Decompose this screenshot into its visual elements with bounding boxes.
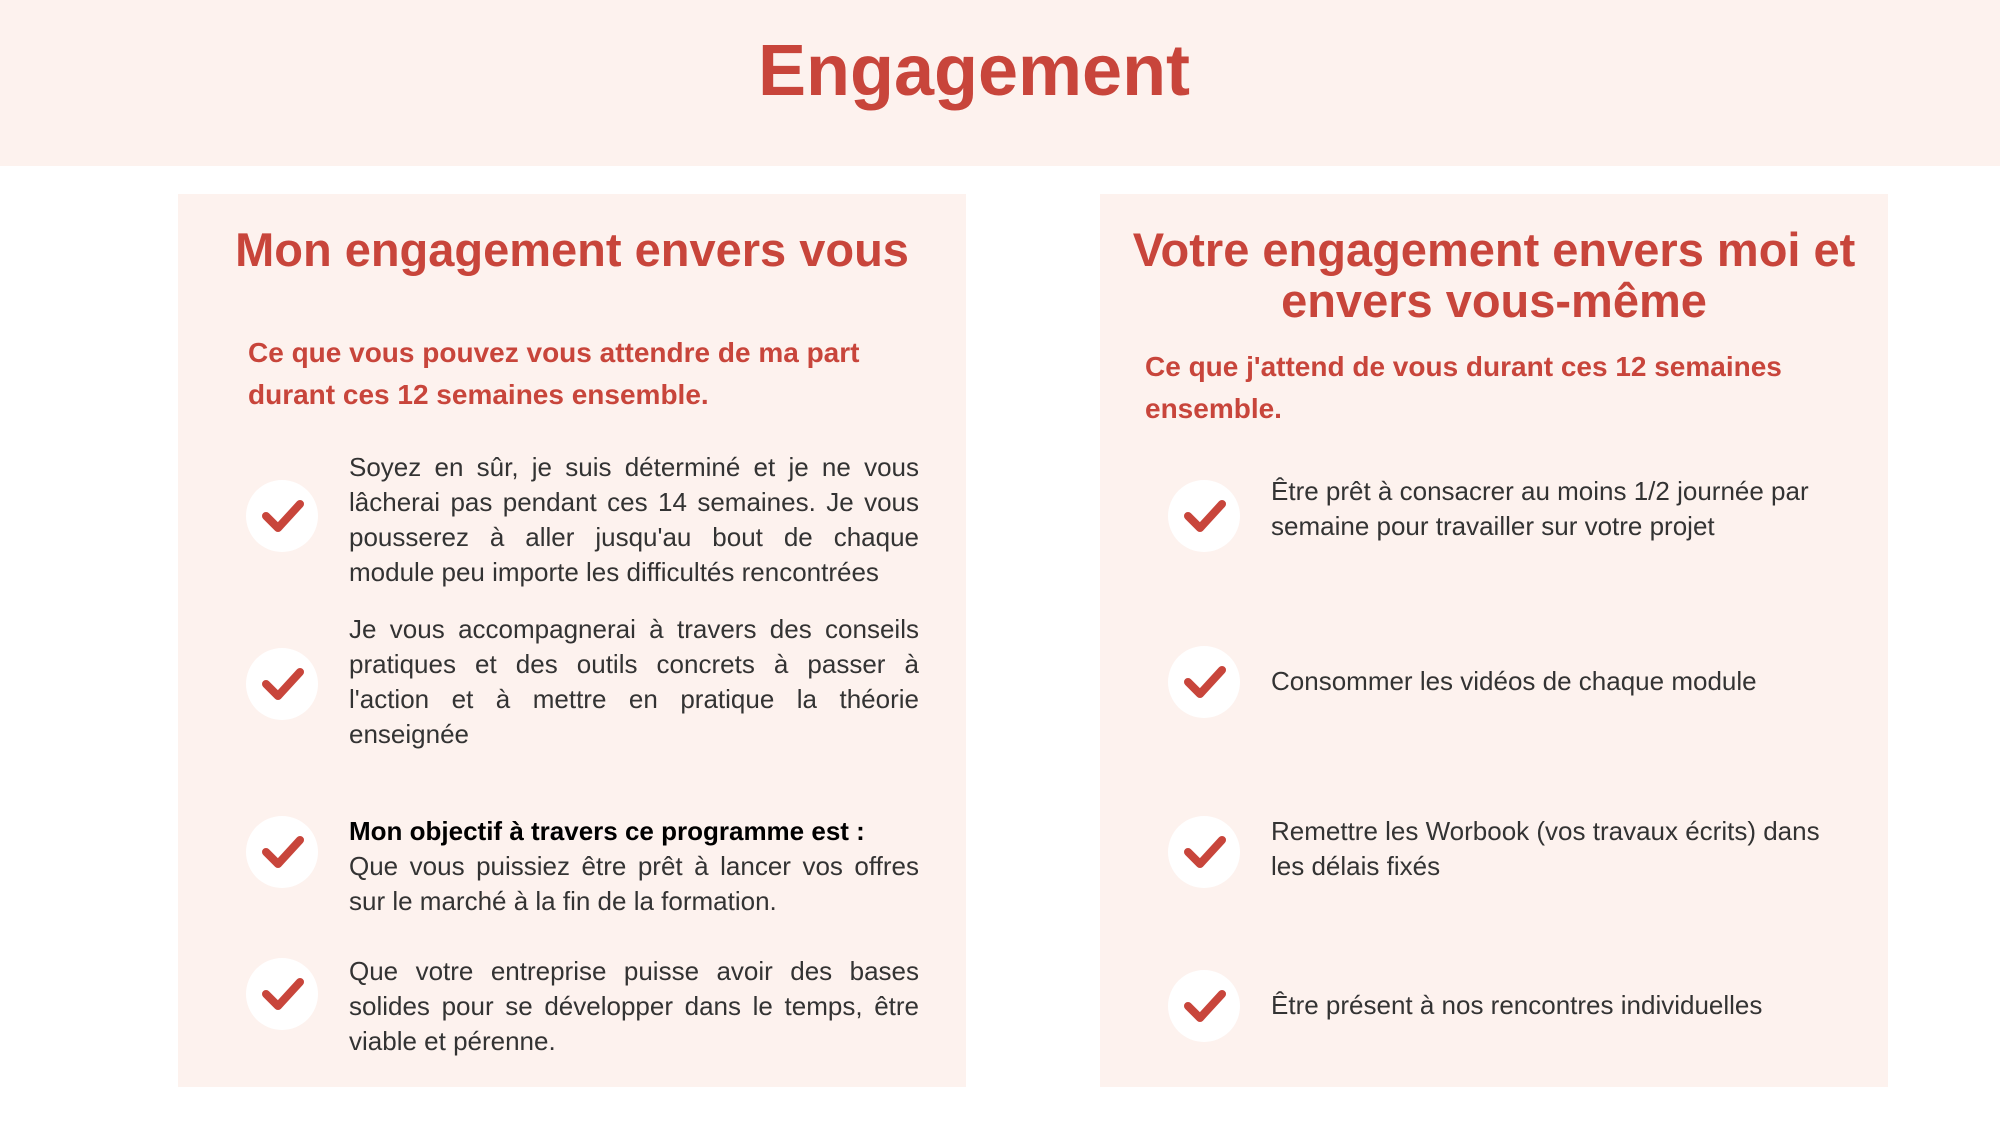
item-body: Que vous puissiez être prêt à lancer vos offres sur le marché à la fin de la formation.: [349, 851, 919, 916]
list-item: [1168, 646, 1844, 766]
card-subtitle: Ce que j'attend de vous durant ces 12 semaines ensemble.: [1145, 351, 1782, 424]
list-item: [246, 450, 922, 587]
list-item: [1168, 474, 1844, 594]
item-text: Consommer les vidéos de chaque module: [1271, 666, 1757, 696]
check-icon: [246, 958, 318, 1030]
check-icon: [1168, 646, 1240, 718]
item-text: Remettre les Worbook (vos travaux écrits) dans les délais fixés: [1271, 816, 1820, 881]
card-title: Votre engagement envers moi et envers vous-même: [1132, 223, 1856, 327]
check-icon: [246, 816, 318, 888]
list-item: [246, 612, 922, 749]
card-subtitle: Ce que vous pouvez vous attendre de ma part durant ces 12 semaines ensemble.: [248, 337, 860, 410]
card-title: Mon engagement envers vous: [235, 223, 909, 276]
item-text: Soyez en sûr, je suis déterminé et je ne vous lâcherai pas pendant ces 14 semaines. Je vous pousserez à aller jusqu'au bout de chaque module peu importe les difficultés rencontrées: [349, 452, 919, 587]
item-text: [349, 814, 919, 919]
item-text: Être prêt à consacrer au moins 1/2 journée par semaine pour travailler sur votre projet: [1271, 476, 1809, 541]
header-band: [0, 0, 2000, 166]
your-commitment-card: [1100, 194, 1888, 1087]
list-item: [1168, 970, 1844, 1090]
page-title: Engagement: [757, 31, 1191, 111]
list-item: [246, 954, 922, 1074]
check-icon: [1168, 816, 1240, 888]
list-item: [1168, 814, 1844, 934]
my-commitment-card: [178, 194, 966, 1087]
check-icon: [1168, 480, 1240, 552]
item-bold-heading: Mon objectif à travers ce programme est :: [349, 816, 865, 846]
item-text: Je vous accompagnerai à travers des conseils pratiques et des outils concrets à passer à l'action et à mettre en pratique la théorie enseignée: [349, 614, 919, 749]
list-item: [246, 814, 922, 934]
check-icon: [246, 648, 318, 720]
item-text: Que votre entreprise puisse avoir des bases solides pour se développer dans le temps, être viable et pérenne.: [349, 956, 919, 1056]
item-text: Être présent à nos rencontres individuelles: [1271, 990, 1763, 1020]
check-icon: [1168, 970, 1240, 1042]
check-icon: [246, 480, 318, 552]
